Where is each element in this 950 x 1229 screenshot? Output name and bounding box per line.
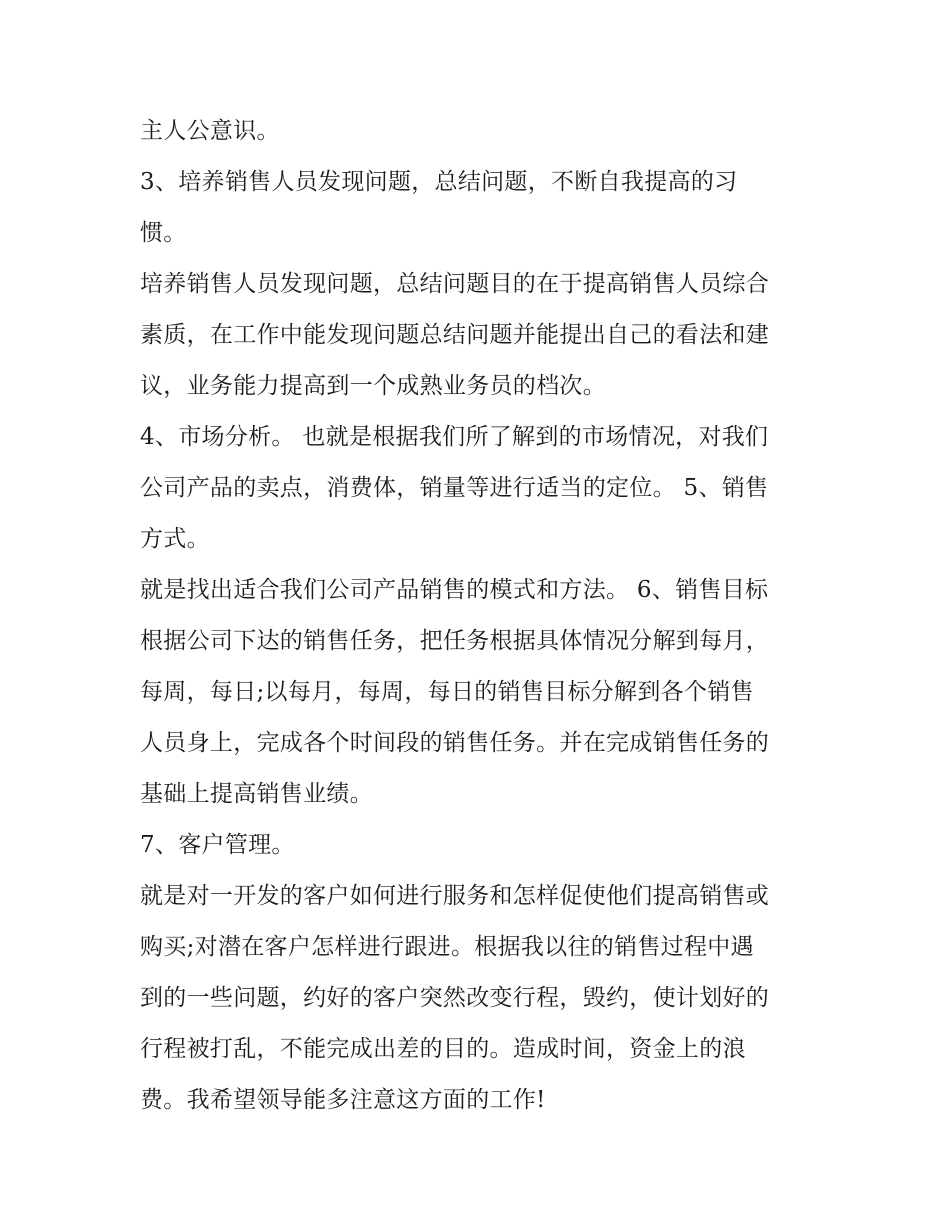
- text-line: 人员身上，完成各个时间段的销售任务。并在完成销售任务的: [140, 730, 770, 756]
- text-line: 惯。: [140, 220, 187, 246]
- text-line: 4、市场分析。 也就是根据我们所了解到的市场情况，对我们: [140, 424, 769, 450]
- document-body: [140, 106, 820, 1126]
- text-line: 行程被打乱，不能完成出差的目的。造成时间，资金上的浪: [140, 1036, 746, 1062]
- text-line: 就是对一开发的客户如何进行服务和怎样促使他们提高销售或: [140, 883, 770, 909]
- text-line: 费。我希望领导能多注意这方面的工作!: [140, 1087, 546, 1113]
- text-line: 购买;对潜在客户怎样进行跟进。根据我以往的销售过程中遇: [140, 934, 754, 960]
- text-line: 根据公司下达的销售任务，把任务根据具体情况分解到每月，: [140, 628, 770, 654]
- text-line: 到的一些问题，约好的客户突然改变行程，毁约，使计划好的: [140, 985, 770, 1011]
- text-line: 就是找出适合我们公司产品销售的模式和方法。 6、销售目标: [140, 577, 769, 603]
- text-line: 主人公意识。: [140, 118, 280, 144]
- text-line: 基础上提高销售业绩。: [140, 781, 373, 807]
- text-line: 议，业务能力提高到一个成熟业务员的档次。: [140, 373, 606, 399]
- text-line: 培养销售人员发现问题，总结问题目的在于提高销售人员综合: [140, 271, 770, 297]
- text-line: 3、培养销售人员发现问题，总结问题，不断自我提高的习: [140, 169, 738, 195]
- text-line: 公司产品的卖点，消费体，销量等进行适当的定位。 5、销售: [140, 475, 769, 501]
- text-line: 素质，在工作中能发现问题总结问题并能提出自己的看法和建: [140, 322, 770, 348]
- text-line: 每周，每日;以每月，每周，每日的销售目标分解到各个销售: [140, 679, 754, 705]
- text-line: 方式。: [140, 526, 210, 552]
- text-line: 7、客户管理。: [140, 832, 295, 858]
